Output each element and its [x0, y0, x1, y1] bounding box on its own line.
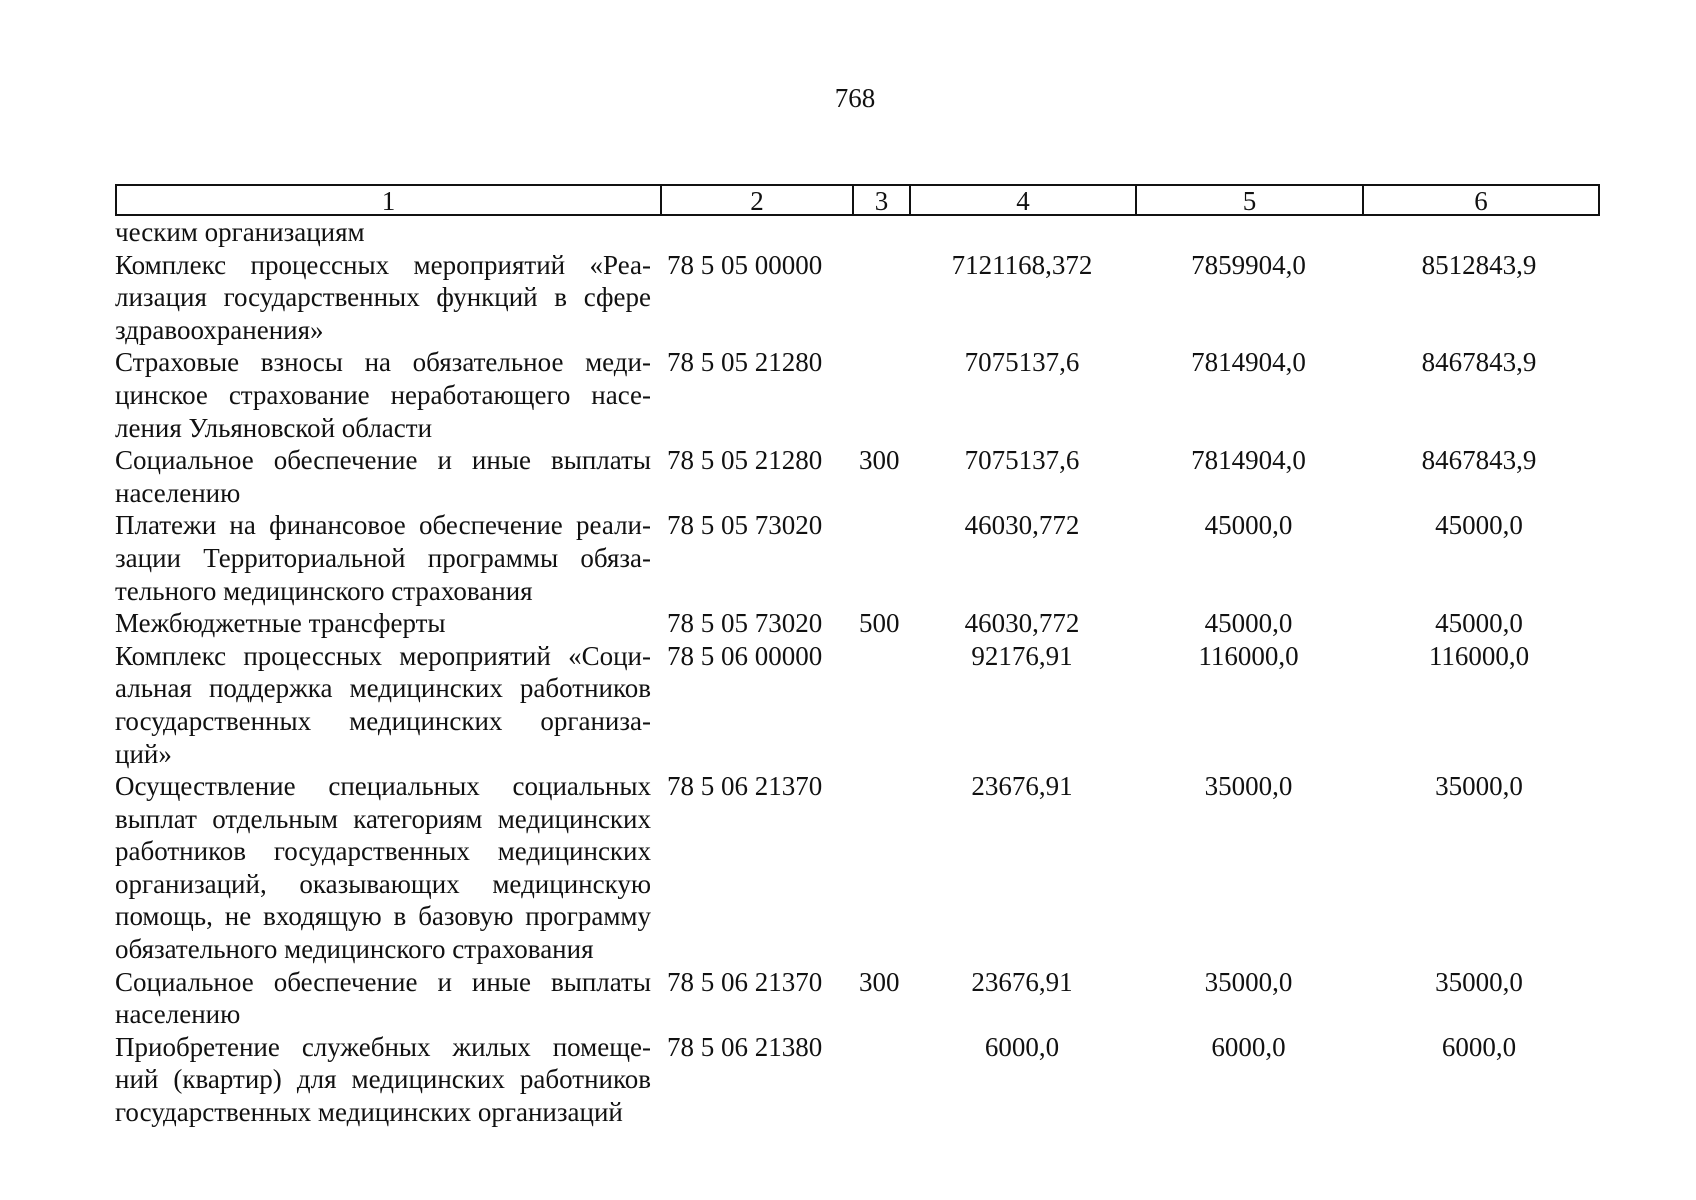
description-line: Комплекс процессных мероприятий «Соци- — [115, 640, 651, 671]
table-row — [115, 346, 1600, 444]
row-value-col5: 45000,0 — [1204, 510, 1293, 541]
row-value-col5: 35000,0 — [1204, 771, 1293, 802]
row-value-col6: 8467843,9 — [1421, 445, 1537, 476]
description-line: помощь, не входящую в базовую программу — [115, 901, 651, 932]
row-value-col4: 23676,91 — [971, 771, 1073, 802]
row-code: 78 5 06 21370 — [667, 966, 823, 997]
row-type — [852, 640, 909, 770]
row-value-col4: 23676,91 — [971, 966, 1073, 997]
row-code: 78 5 06 21380 — [667, 1031, 823, 1062]
description-line: выплат отдельным категориям медицинских — [115, 803, 651, 834]
description-line: ческим организациям — [115, 217, 365, 247]
table-header — [115, 184, 1600, 216]
table-row — [115, 509, 1600, 607]
row-type — [852, 1031, 909, 1129]
row-description — [115, 216, 651, 249]
table-row — [115, 966, 1600, 1031]
row-description — [115, 509, 651, 607]
table-row — [115, 607, 1600, 640]
row-value-col5: 45000,0 — [1204, 608, 1293, 639]
row-value-col6: 45000,0 — [1435, 608, 1523, 639]
row-code — [660, 216, 852, 249]
description-line: государственных медицинских организа- — [115, 705, 651, 736]
row-description — [115, 346, 651, 444]
header-col-2: 2 — [662, 186, 854, 214]
row-value-col4 — [909, 216, 1135, 249]
description-line: здравоохранения» — [115, 314, 324, 345]
row-description — [115, 770, 651, 966]
table-row — [115, 444, 1600, 509]
table-row — [115, 770, 1600, 966]
table-body — [115, 216, 1600, 1129]
row-type — [852, 216, 909, 249]
row-description — [115, 444, 651, 509]
row-code: 78 5 05 21280 — [667, 445, 823, 476]
description-line: Страховые взносы на обязательное меди- — [115, 347, 651, 378]
description-line: обязательного медицинского страхования — [115, 934, 594, 965]
description-line: Платежи на финансовое обеспечение реали- — [115, 510, 651, 541]
row-value-col5: 116000,0 — [1198, 640, 1299, 671]
table-row — [115, 249, 1600, 347]
row-value-col4: 46030,772 — [964, 510, 1080, 541]
row-code: 78 5 06 00000 — [667, 640, 823, 671]
row-value-col6: 116000,0 — [1428, 640, 1530, 671]
row-description — [115, 607, 651, 640]
description-line: ций» — [115, 738, 172, 769]
row-value-col5: 7814904,0 — [1191, 445, 1306, 476]
table-row — [115, 640, 1600, 770]
row-code: 78 5 05 73020 — [667, 608, 823, 639]
table-row — [115, 1031, 1600, 1129]
row-code: 78 5 05 21280 — [667, 347, 823, 378]
row-value-col4: 46030,772 — [964, 608, 1080, 639]
row-type: 300 — [859, 445, 900, 476]
row-value-col6: 8467843,9 — [1421, 347, 1537, 378]
row-type — [852, 509, 909, 607]
row-description — [115, 1031, 651, 1129]
row-value-col6: 6000,0 — [1441, 1031, 1517, 1062]
header-col-6: 6 — [1474, 186, 1488, 216]
row-type — [852, 770, 909, 966]
description-line: населению — [115, 477, 241, 508]
row-value-col4: 92176,91 — [971, 640, 1073, 671]
row-description — [115, 966, 651, 1031]
row-value-col5: 35000,0 — [1204, 966, 1293, 997]
description-line: ления Ульяновской области — [115, 412, 433, 443]
row-value-col5: 7814904,0 — [1191, 347, 1306, 378]
row-type: 300 — [859, 966, 900, 997]
row-value-col5: 7859904,0 — [1191, 249, 1306, 280]
header-col-5: 5 — [1137, 186, 1364, 214]
description-line: государственных медицинских организаций — [115, 1097, 623, 1128]
description-line: Осуществление специальных социальных — [115, 771, 651, 802]
row-type — [852, 346, 909, 444]
description-line: Приобретение служебных жилых помеще- — [115, 1031, 651, 1062]
row-value-col4: 7075137,6 — [964, 445, 1080, 476]
description-line: Социальное обеспечение и иные выплаты — [115, 966, 651, 997]
header-col-3: 3 — [854, 186, 911, 214]
description-line: работников государственных медицинских — [115, 836, 651, 867]
row-value-col4: 7075137,6 — [964, 347, 1080, 378]
page-number: 768 — [834, 83, 876, 113]
row-code: 78 5 05 00000 — [667, 249, 823, 280]
row-value-col6: 45000,0 — [1435, 510, 1523, 541]
row-value-col6 — [1362, 216, 1596, 249]
header-col-4: 4 — [911, 186, 1137, 214]
row-value-col6: 35000,0 — [1435, 966, 1523, 997]
row-value-col5 — [1135, 216, 1362, 249]
row-description — [115, 640, 651, 770]
row-description — [115, 249, 651, 347]
description-line: альная поддержка медицинских работников — [115, 673, 651, 704]
header-col-1: 1 — [117, 186, 662, 214]
row-value-col5: 6000,0 — [1211, 1031, 1286, 1062]
description-line: цинское страхование неработающего насе- — [115, 379, 651, 410]
description-line: населению — [115, 999, 241, 1030]
row-value-col4: 7121168,372 — [951, 249, 1093, 280]
row-value-col6: 35000,0 — [1435, 771, 1523, 802]
row-code: 78 5 06 21370 — [667, 771, 823, 802]
row-code: 78 5 05 73020 — [667, 510, 823, 541]
table-row — [115, 216, 1600, 249]
row-type — [852, 249, 909, 347]
description-line: лизация государственных функций в сфере — [115, 282, 651, 313]
description-line: ний (квартир) для медицинских работников — [115, 1064, 651, 1095]
description-line: Социальное обеспечение и иные выплаты — [115, 445, 651, 476]
description-line: Комплекс процессных мероприятий «Реа- — [115, 249, 651, 280]
row-type: 500 — [859, 608, 900, 639]
description-line: тельного медицинского страхования — [115, 575, 533, 606]
description-line: Межбюджетные трансферты — [115, 608, 446, 639]
description-line: организаций, оказывающих медицинскую — [115, 868, 651, 899]
row-value-col6: 8512843,9 — [1421, 249, 1537, 280]
row-value-col4: 6000,0 — [984, 1031, 1060, 1062]
description-line: зации Территориальной программы обяза- — [115, 542, 651, 573]
